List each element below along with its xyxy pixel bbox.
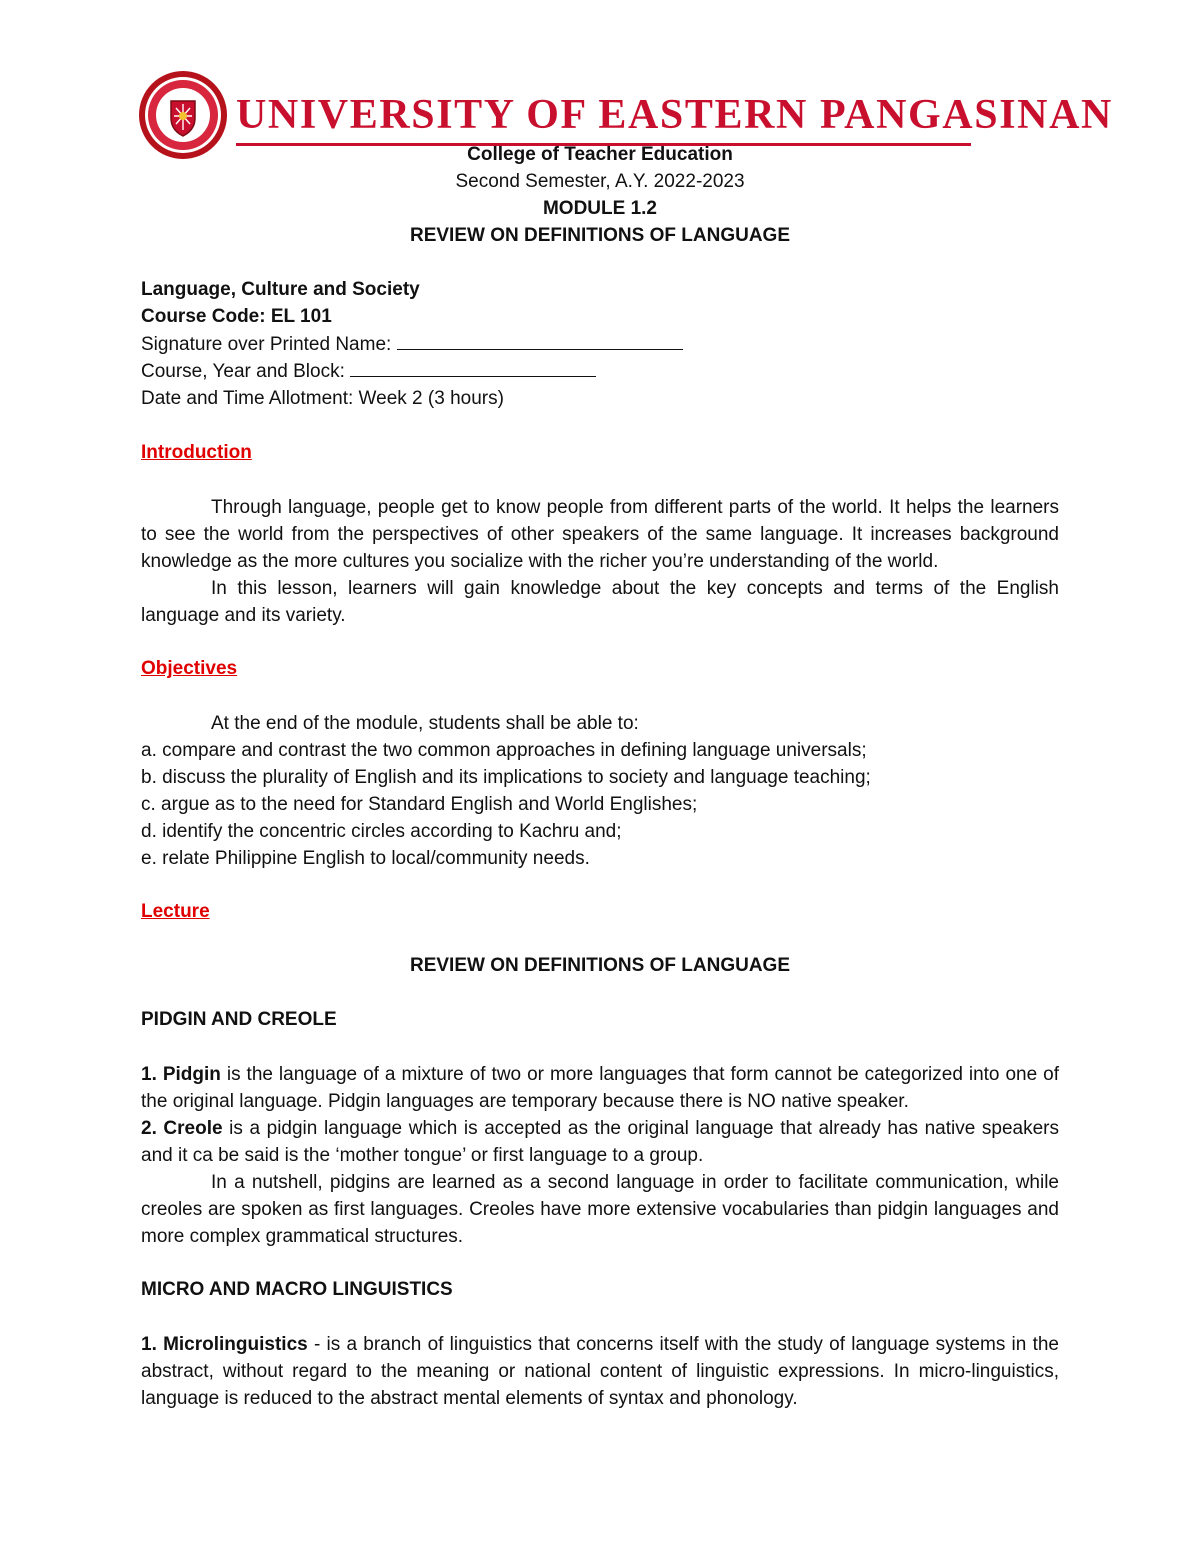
signature-label: Signature over Printed Name: bbox=[141, 334, 392, 355]
microlinguistics-text: - is a branch of linguistics that concerns itself with the study of language systems in the abstract, without regard to the meaning or national content of linguistic expressions. In micro-linguistics, language is reduced to the abstract mental elements of syntax and phonology. bbox=[141, 1334, 1059, 1409]
lecture-title: REVIEW ON DEFINITIONS OF LANGUAGE bbox=[409, 955, 790, 976]
objectives-heading: Objectives bbox=[141, 658, 238, 679]
signature-line bbox=[141, 331, 683, 358]
objectives-intro: At the end of the module, students shall be able to: bbox=[211, 713, 639, 734]
introduction-paragraph-2: In this lesson, learners will gain knowledge about the key concepts and terms of the English language and its variety. bbox=[141, 578, 1059, 626]
introduction-paragraph-1: Through language, people get to know people from different parts of the world. It helps the learners to see the world from the perspectives of other speakers of the same language. It increases background knowledge as the more cultures you socialize with the richer you’re understanding of the world. bbox=[141, 497, 1059, 572]
microlinguistics-term: 1. Microlinguistics bbox=[141, 1334, 308, 1355]
pidgin-definition bbox=[141, 1061, 1059, 1115]
pidgin-term: 1. Pidgin bbox=[141, 1064, 221, 1085]
pidgin-creole-heading: PIDGIN AND CREOLE bbox=[141, 1009, 337, 1030]
semester-line: Second Semester, A.Y. 2022-2023 bbox=[455, 171, 745, 192]
course-code: Course Code: EL 101 bbox=[141, 306, 332, 327]
objective-item: d. identify the concentric circles according to Kachru and; bbox=[141, 821, 622, 842]
module-number: MODULE 1.2 bbox=[542, 198, 658, 219]
course-year-block-blank[interactable] bbox=[350, 358, 596, 377]
course-year-block-label: Course, Year and Block: bbox=[141, 361, 345, 382]
objective-item: e. relate Philippine English to local/community needs. bbox=[141, 848, 590, 869]
pidgin-text: is the language of a mixture of two or more languages that form cannot be categorized into one of the original language. Pidgin languages are temporary because there is NO native speaker. bbox=[141, 1064, 1059, 1112]
lecture-heading: Lecture bbox=[141, 901, 210, 922]
pidgin-creole-summary: In a nutshell, pidgins are learned as a second language in order to facilitate communication, while creoles are spoken as first languages. Creoles have more extensive vocabularies than pidgin languages and more complex grammatical structures. bbox=[141, 1172, 1059, 1247]
date-time-allotment: Date and Time Allotment: Week 2 (3 hours) bbox=[141, 388, 504, 409]
objective-item: b. discuss the plurality of English and its implications to society and language teaching; bbox=[141, 767, 871, 788]
university-name: UNIVERSITY OF EASTERN PANGASINAN bbox=[236, 92, 1113, 138]
signature-blank[interactable] bbox=[397, 331, 683, 350]
creole-definition bbox=[141, 1115, 1059, 1169]
course-year-block-line bbox=[141, 358, 596, 385]
introduction-heading: Introduction bbox=[141, 442, 252, 463]
microlinguistics-definition bbox=[141, 1331, 1059, 1412]
course-title: Language, Culture and Society bbox=[141, 279, 420, 300]
module-title: REVIEW ON DEFINITIONS OF LANGUAGE bbox=[409, 225, 790, 246]
objective-item: a. compare and contrast the two common approaches in defining language universals; bbox=[141, 740, 867, 761]
creole-text: is a pidgin language which is accepted as the original language that already has native speakers and it ca be said is the ‘mother tongue’ or first language to a group. bbox=[141, 1118, 1059, 1166]
micro-macro-heading: MICRO AND MACRO LINGUISTICS bbox=[141, 1279, 453, 1300]
objective-item: c. argue as to the need for Standard English and World Englishes; bbox=[141, 794, 698, 815]
college-name: College of Teacher Education bbox=[467, 144, 733, 165]
creole-term: 2. Creole bbox=[141, 1118, 223, 1139]
